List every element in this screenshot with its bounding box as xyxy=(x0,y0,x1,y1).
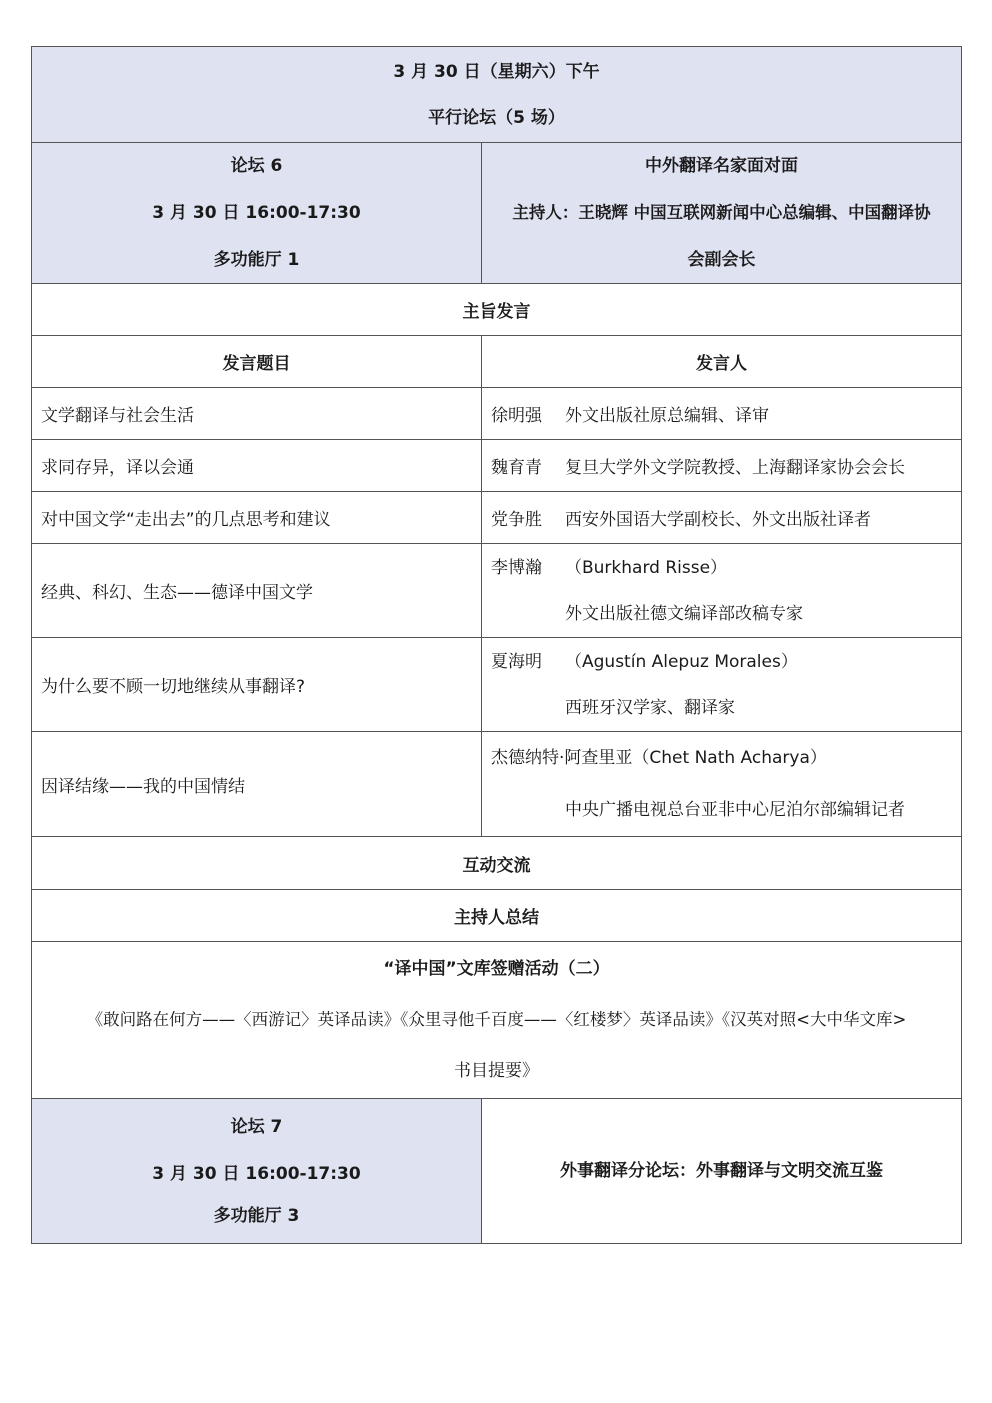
speaker-name: 杰德纳特·阿查里亚（Chet Nath Acharya） xyxy=(491,748,827,768)
forum6-time: 3 月 30 日 16:00-17:30 xyxy=(152,203,361,223)
speaker-name: 夏海明 xyxy=(491,651,542,672)
forum6-name: 论坛 6 xyxy=(230,156,283,176)
talk-topic: 因译结缘——我的中国情结 xyxy=(32,732,482,837)
donation-books-line1: 《敢问路在何方——〈西游记〉英译品读》《众里寻他千百度——〈红楼梦〉英译品读》《汉英对照<大中华文库> xyxy=(86,1010,907,1029)
talk-row xyxy=(32,440,962,492)
donation-cell xyxy=(32,942,962,1099)
talk-topic: 求同存异，译以会通 xyxy=(32,440,482,492)
session-header-row xyxy=(32,47,962,143)
speaker-role: 中央广播电视总台亚非中心尼泊尔部编辑记者 xyxy=(565,800,905,820)
talk-row xyxy=(32,388,962,440)
talk-topic: 经典、科幻、生态——德译中国文学 xyxy=(32,544,482,638)
talk-topic: 为什么要不顾一切地继续从事翻译? xyxy=(32,638,482,732)
interaction-label: 互动交流 xyxy=(32,837,962,890)
talk-topic: 文学翻译与社会生活 xyxy=(32,388,482,440)
forum7-title-cell xyxy=(482,1099,962,1244)
session-date: 3 月 30 日（星期六）下午 xyxy=(393,61,600,82)
donation-title: “译中国”文库签赠活动（二） xyxy=(383,959,610,979)
host-summary-label: 主持人总结 xyxy=(32,890,962,942)
parallel-forums-label: 平行论坛（5 场） xyxy=(428,107,565,128)
talk-speaker xyxy=(482,732,962,837)
forum7-row xyxy=(32,1099,962,1244)
keynote-label-row xyxy=(32,284,962,336)
speaker-name: 党争胜 xyxy=(491,510,542,530)
speaker-role: 西安外国语大学副校长、外文出版社译者 xyxy=(565,510,871,530)
talk-row xyxy=(32,492,962,544)
forum6-host-line1: 主持人：王晓辉 中国互联网新闻中心总编辑、中国翻译协 xyxy=(512,203,931,222)
talk-speaker xyxy=(482,388,962,440)
speaker-name: 魏育青 xyxy=(491,458,542,478)
forum7-info-cell xyxy=(32,1099,482,1244)
donation-row xyxy=(32,942,962,1099)
speaker-role: 西班牙汉学家、翻译家 xyxy=(565,697,735,718)
forum7-name: 论坛 7 xyxy=(230,1116,283,1137)
talk-row xyxy=(32,732,962,837)
speaker-role: 复旦大学外文学院教授、上海翻译家协会会长 xyxy=(565,458,905,478)
forum7-title: 外事翻译分论坛：外事翻译与文明交流互鉴 xyxy=(560,1161,883,1181)
speaker-alias: （Agustín Alepuz Morales） xyxy=(565,651,798,672)
speaker-name: 李博瀚 xyxy=(491,557,542,578)
forum6-title: 中外翻译名家面对面 xyxy=(645,156,798,176)
speaker-role: 外文出版社原总编辑、译审 xyxy=(565,406,769,426)
schedule-table xyxy=(31,46,962,1244)
forum7-venue: 多功能厅 3 xyxy=(213,1205,300,1226)
forum6-host-line2: 会副会长 xyxy=(687,250,756,270)
forum6-venue: 多功能厅 1 xyxy=(213,250,300,270)
forum6-row xyxy=(32,143,962,284)
talk-speaker xyxy=(482,638,962,732)
summary-row xyxy=(32,890,962,942)
interaction-row xyxy=(32,837,962,890)
speaker-alias: （Burkhard Risse） xyxy=(565,557,728,578)
session-header-cell xyxy=(32,47,962,143)
talk-topic: 对中国文学“走出去”的几点思考和建议 xyxy=(32,492,482,544)
talk-speaker xyxy=(482,492,962,544)
column-header-row xyxy=(32,336,962,388)
talk-speaker xyxy=(482,544,962,638)
column-header-speaker: 发言人 xyxy=(482,336,962,388)
keynote-label: 主旨发言 xyxy=(32,284,962,336)
talk-speaker xyxy=(482,440,962,492)
forum6-info-cell xyxy=(32,143,482,284)
talk-row xyxy=(32,638,962,732)
speaker-name: 徐明强 xyxy=(491,406,542,426)
talk-row xyxy=(32,544,962,638)
forum6-title-cell xyxy=(482,143,962,284)
column-header-topic: 发言题目 xyxy=(32,336,482,388)
forum7-time: 3 月 30 日 16:00-17:30 xyxy=(152,1163,361,1184)
donation-books-line2: 书目提要》 xyxy=(454,1061,539,1081)
speaker-role: 外文出版社德文编译部改稿专家 xyxy=(565,603,803,624)
